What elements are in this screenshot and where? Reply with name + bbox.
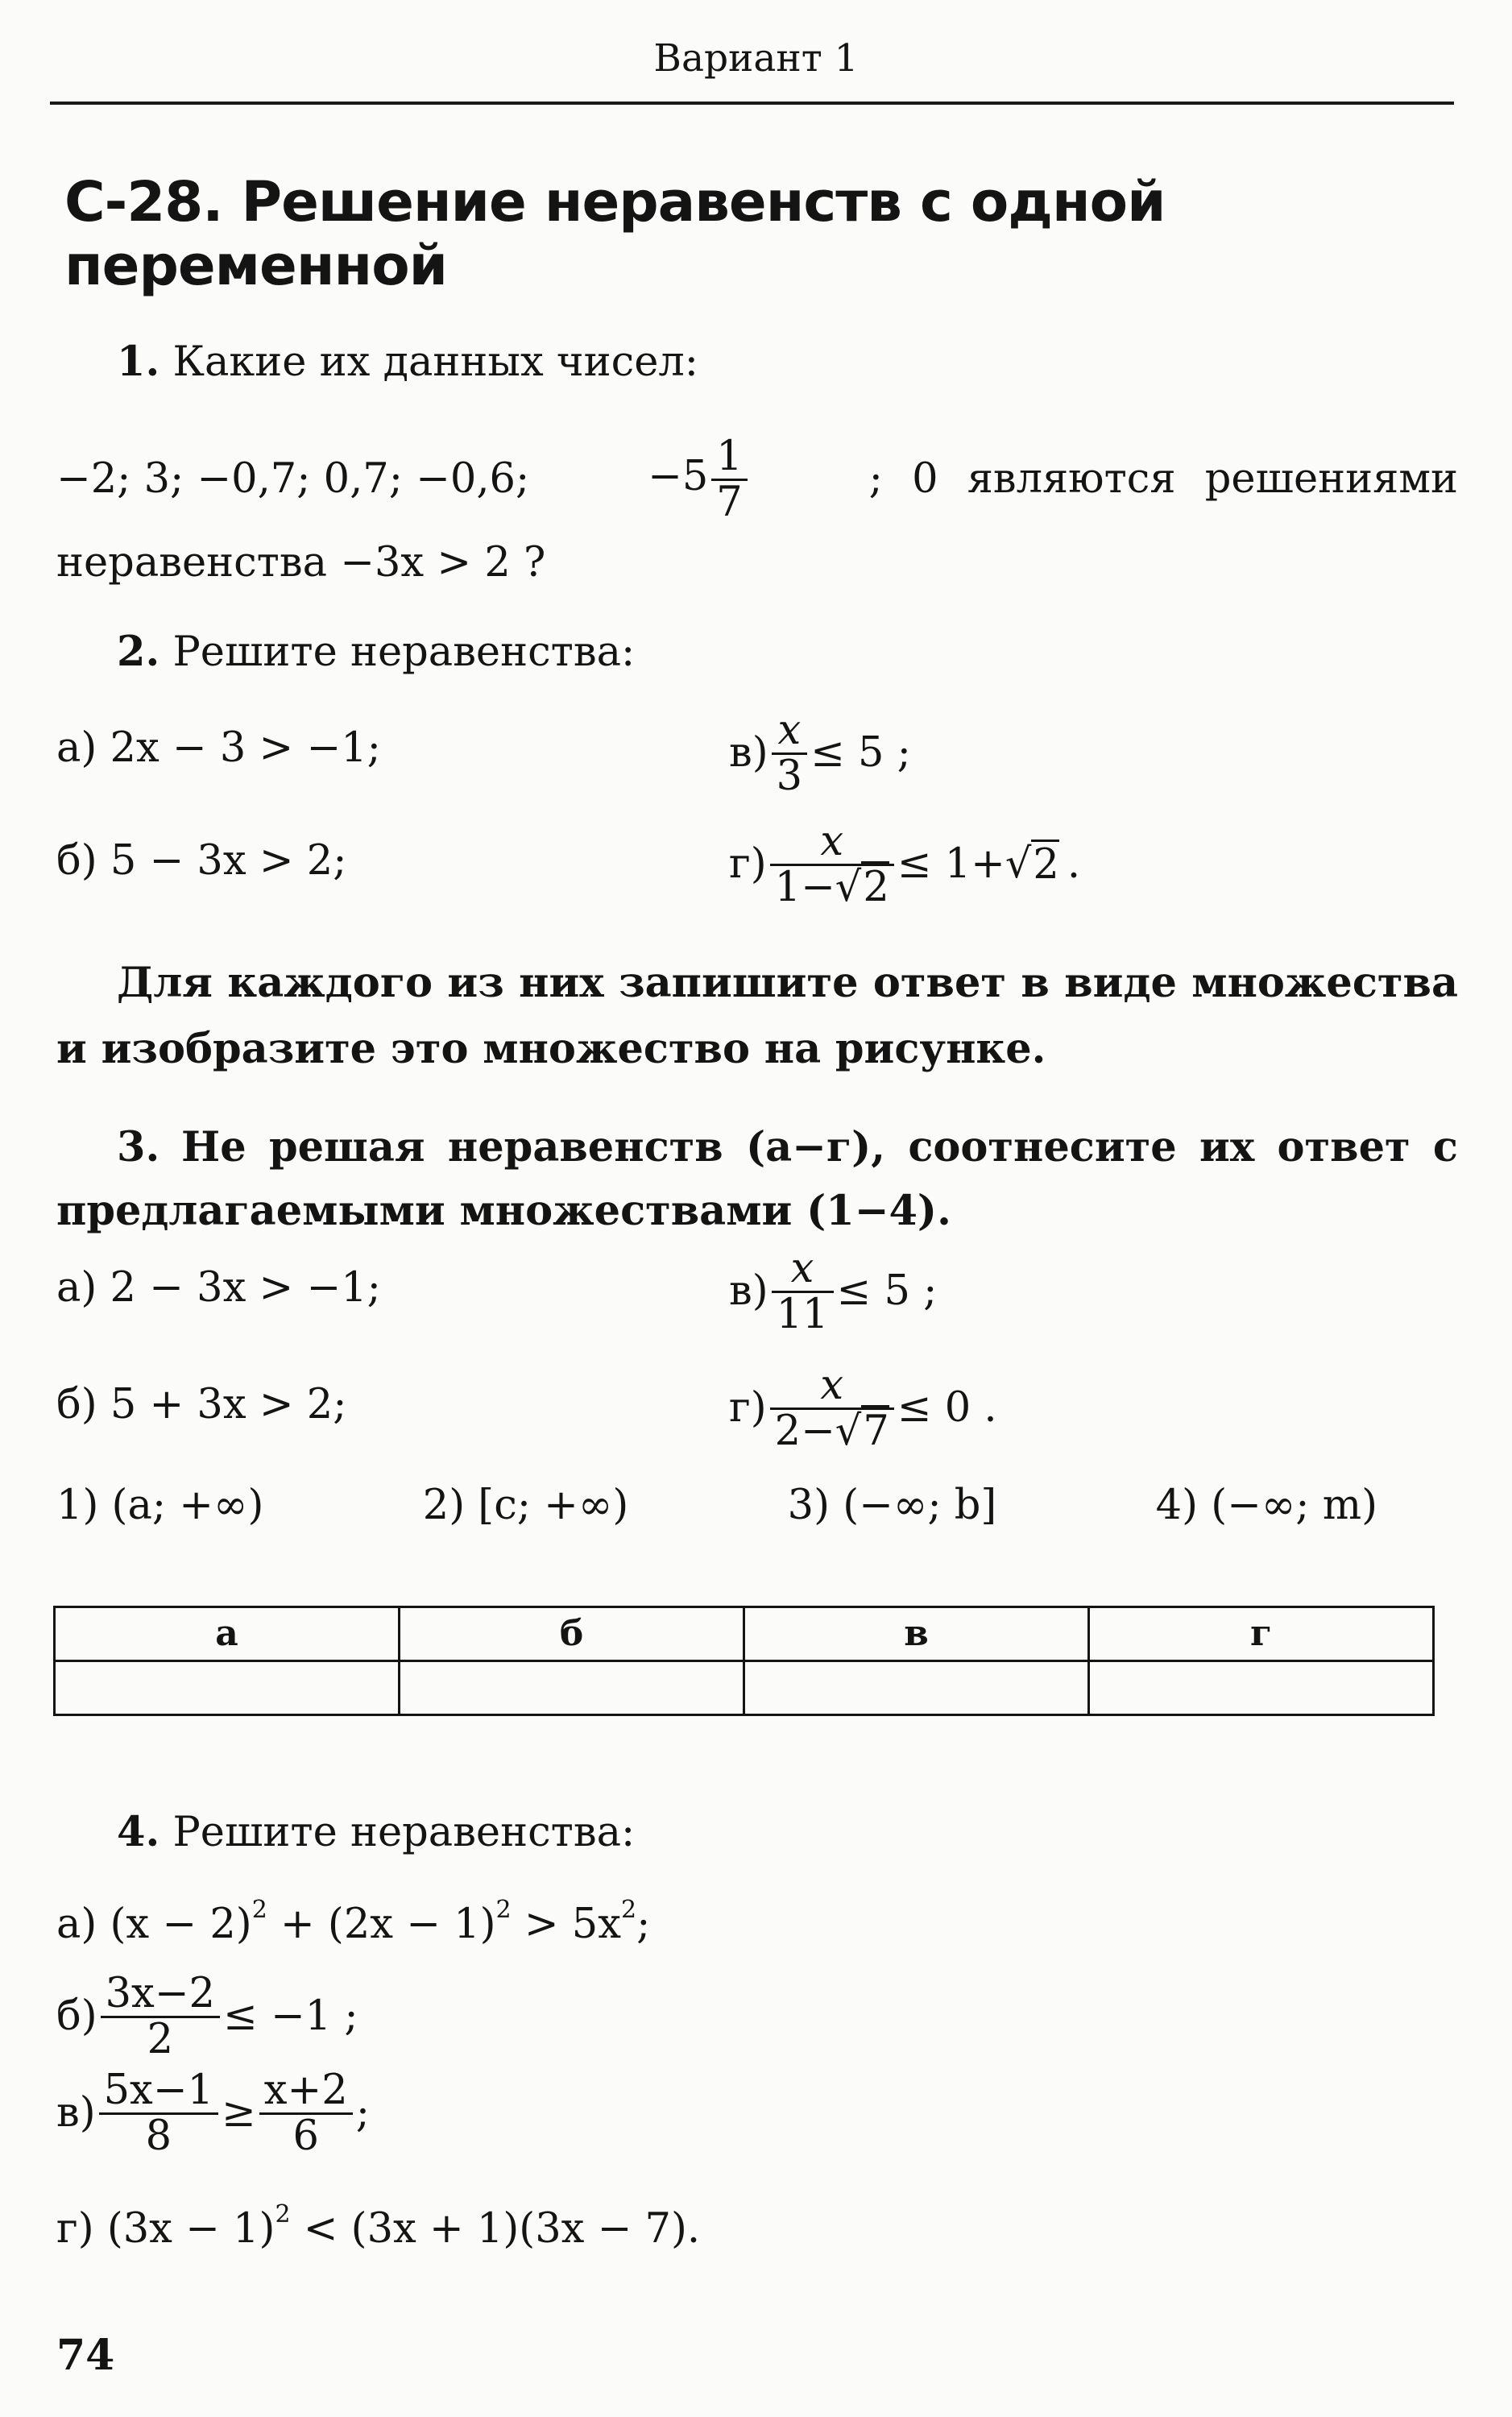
task1-intro [117, 338, 698, 387]
task4-intro-text: Решите неравенства: [172, 1809, 636, 1856]
task2-v-denominator: 3 [772, 752, 807, 798]
task2-g-rest-end: . [1067, 840, 1081, 888]
task4-a-exp2: 2 [495, 1896, 512, 1924]
answer-cell[interactable] [1089, 1661, 1434, 1715]
task3-g-label: г) [729, 1383, 767, 1432]
task3-g-numerator: x [820, 1362, 844, 1409]
task2-item-v [729, 709, 911, 798]
task2-g-label: г) [729, 840, 767, 888]
task4-v-denominator-right: 6 [259, 2112, 353, 2158]
task2-v-numerator: x [777, 707, 802, 754]
table-header-cell: г [1089, 1607, 1434, 1661]
set-option-2: 2) [c; +∞) [422, 1482, 629, 1529]
task4-v-end: ; [355, 2088, 370, 2137]
page-title: С-28. Решение неравенств с одной переменной [64, 170, 1166, 299]
task3-item-g [729, 1364, 997, 1453]
task4-g-exp: 2 [275, 2200, 291, 2228]
mixed-denominator: 7 [711, 479, 747, 524]
task3-intro-text: Не решая неравенств (а−г), соотнесите их ответ с предлагаемыми множествами (1−4). [56, 1123, 1458, 1236]
task3-v-label: в) [729, 1267, 768, 1315]
task3-v-numerator: x [790, 1245, 814, 1292]
task4-a-exp3: 2 [621, 1896, 637, 1924]
task3-v-denominator: 11 [772, 1291, 834, 1337]
task1-numbers [56, 435, 1458, 524]
task2-v-fraction [772, 709, 807, 798]
mixed-numerator: 1 [716, 433, 743, 480]
task4-b-label: б) [56, 1992, 97, 2040]
task2-number: 2. [117, 628, 160, 676]
task3-g-den-pre: 2−√ [774, 1407, 862, 1455]
task2-g-den-radicand: 2 [861, 861, 889, 911]
task3-item-v [729, 1247, 937, 1336]
task4-a-exp1: 2 [251, 1896, 267, 1924]
answer-cell[interactable] [400, 1661, 744, 1715]
task2-g-fraction [770, 820, 894, 909]
task2-g-den-pre: 1−√ [774, 863, 862, 911]
set-option-4: 4) (−∞; m) [1155, 1482, 1377, 1529]
answer-table [53, 1606, 1435, 1716]
set-option-1: 1) (a; +∞) [56, 1482, 264, 1529]
task2-item-a: а) 2x − 3 > −1; [56, 724, 381, 772]
task3-item-b: б) 5 + 3x > 2; [56, 1381, 347, 1428]
task4-v-numerator-left: 5x−1 [103, 2067, 213, 2114]
mixed-whole: −5 [648, 453, 709, 501]
task4-v-fraction-left [99, 2069, 218, 2158]
task4-g-rest: < (3x + 1)(3x − 7). [290, 2205, 701, 2253]
task2-g-denominator [770, 864, 894, 910]
task2-g-numerator: x [820, 818, 844, 865]
table-header-row [55, 1607, 1434, 1661]
task3-g-fraction [770, 1364, 894, 1453]
task4-b-rest: ≤ −1 ; [223, 1992, 358, 2040]
answer-cell[interactable] [744, 1661, 1089, 1715]
task2-intro [117, 628, 635, 677]
task3-number: 3. [117, 1123, 160, 1171]
task1-numbers-tail: ; 0 являются решениями [868, 454, 1458, 503]
task2-item-g [729, 820, 1080, 909]
task4-g-pre: г) (3x − 1) [56, 2205, 275, 2253]
task3-g-den-radicand: 7 [861, 1405, 889, 1455]
task1-number: 1. [117, 338, 160, 386]
task4-item-v [56, 2069, 370, 2158]
task4-a-end: ; [636, 1901, 651, 1948]
table-header-cell: а [55, 1607, 400, 1661]
task4-number: 4. [117, 1808, 160, 1856]
task3-sets [56, 1482, 1377, 1530]
set-option-3: 3) (−∞; b] [787, 1482, 997, 1529]
task3-g-denominator [770, 1407, 894, 1453]
task2-intro-text: Решите неравенства: [172, 628, 636, 676]
task4-b-denominator: 2 [101, 2016, 220, 2062]
task1-ending: неравенства −3x > 2 ? [56, 539, 546, 587]
task2-item-b: б) 5 − 3x > 2; [56, 837, 347, 885]
task2-v-label: в) [729, 728, 768, 777]
header-rule [50, 102, 1454, 105]
task2-note: Для каждого из них запишите ответ в виде множества и изобразите это множество на рисунке. [56, 959, 1458, 1073]
task4-v-numerator-right: x+2 [263, 2067, 348, 2114]
task3-intro [56, 1116, 1458, 1243]
task2-g-rest-pre: ≤ 1+√ [897, 840, 1032, 888]
task4-a-mid: + (2x − 1) [267, 1901, 496, 1948]
task1-mixed-number [648, 435, 751, 524]
task4-intro [117, 1809, 635, 1857]
task4-b-numerator: 3x−2 [105, 1970, 215, 2017]
table-header-cell: в [744, 1607, 1089, 1661]
task3-item-a: а) 2 − 3x > −1; [56, 1264, 381, 1312]
table-answer-row [55, 1661, 1434, 1715]
task4-item-a [56, 1896, 651, 1949]
task1-numbers-line: −2; 3; −0,7; 0,7; −0,6; [56, 454, 530, 503]
task4-a-pre: а) (x − 2) [56, 1901, 252, 1948]
table-header-cell: б [400, 1607, 744, 1661]
page-number: 74 [56, 2331, 115, 2380]
task4-v-label: в) [56, 2088, 96, 2137]
task3-g-rest: ≤ 0 . [897, 1383, 997, 1432]
task4-item-g [56, 2200, 701, 2253]
task3-v-fraction [772, 1247, 834, 1336]
variant-header: Вариант 1 [653, 36, 859, 81]
task4-v-fraction-right [259, 2069, 353, 2158]
task4-item-b [56, 1972, 358, 2061]
task4-v-denominator-left: 8 [99, 2112, 218, 2158]
task4-b-fraction [101, 1972, 220, 2061]
task2-g-rest-radicand: 2 [1033, 841, 1059, 889]
task3-v-rest: ≤ 5 ; [836, 1267, 938, 1315]
task1-intro-text: Какие их данных чисел: [172, 338, 698, 386]
task4-a-mid2: > 5x [511, 1901, 622, 1948]
task4-v-sign: ≥ [222, 2088, 256, 2137]
mixed-fraction [711, 435, 747, 524]
answer-cell[interactable] [55, 1661, 400, 1715]
task2-v-rest: ≤ 5 ; [810, 728, 911, 777]
